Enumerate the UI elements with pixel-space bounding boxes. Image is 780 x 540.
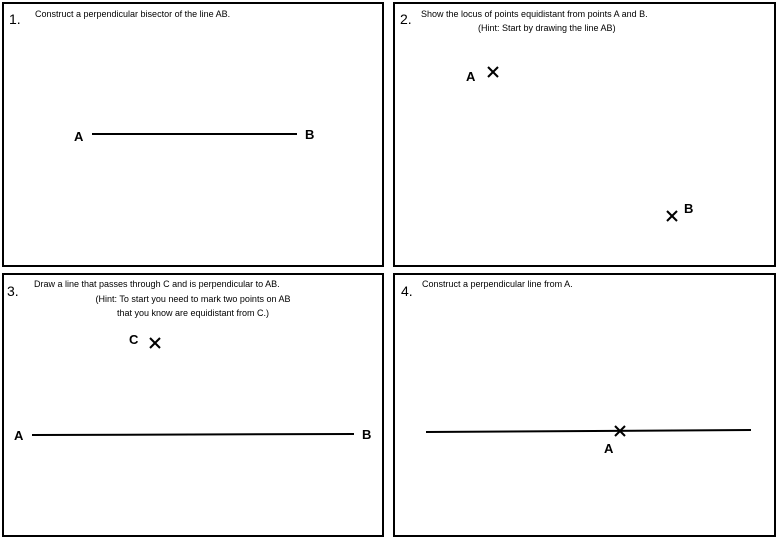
line-ab	[32, 434, 354, 435]
question-instruction: Construct a perpendicular bisector of the line AB.	[35, 9, 231, 19]
question-number: 4.	[401, 283, 413, 299]
point-b-label: B	[305, 127, 315, 142]
question-number: 1.	[9, 11, 21, 27]
point-c-cross-icon	[150, 338, 160, 348]
point-c-label: C	[129, 332, 139, 347]
point-b-cross-icon	[667, 211, 677, 221]
question-hint-line-2: that you know are equidistant from C.)	[116, 308, 270, 318]
point-a-label: A	[74, 129, 84, 144]
question-4-panel	[393, 273, 776, 537]
point-b-label: B	[684, 201, 694, 216]
point-a-label: A	[14, 428, 24, 443]
point-a-label: A	[466, 69, 476, 84]
question-number: 2.	[400, 11, 412, 27]
question-3-panel	[2, 273, 384, 537]
q1-drawing	[4, 4, 382, 265]
question-1-panel	[2, 2, 384, 267]
horizontal-line	[426, 430, 751, 432]
q3-drawing	[4, 275, 382, 535]
point-b-label: B	[362, 427, 372, 442]
q2-drawing	[395, 4, 774, 265]
question-number: 3.	[7, 283, 19, 299]
question-instruction: Draw a line that passes through C and is perpendicular to AB.	[34, 279, 280, 289]
point-a-cross-icon	[488, 67, 498, 77]
point-a-label: A	[604, 441, 614, 456]
question-instruction: Construct a perpendicular line from A.	[422, 279, 573, 289]
question-instruction: Show the locus of points equidistant from points A and B.	[421, 9, 648, 19]
q4-drawing	[395, 275, 774, 535]
question-hint-line-1: (Hint: To start you need to mark two points on AB	[95, 294, 291, 304]
question-hint: (Hint: Start by drawing the line AB)	[478, 23, 616, 33]
question-2-panel	[393, 2, 776, 267]
